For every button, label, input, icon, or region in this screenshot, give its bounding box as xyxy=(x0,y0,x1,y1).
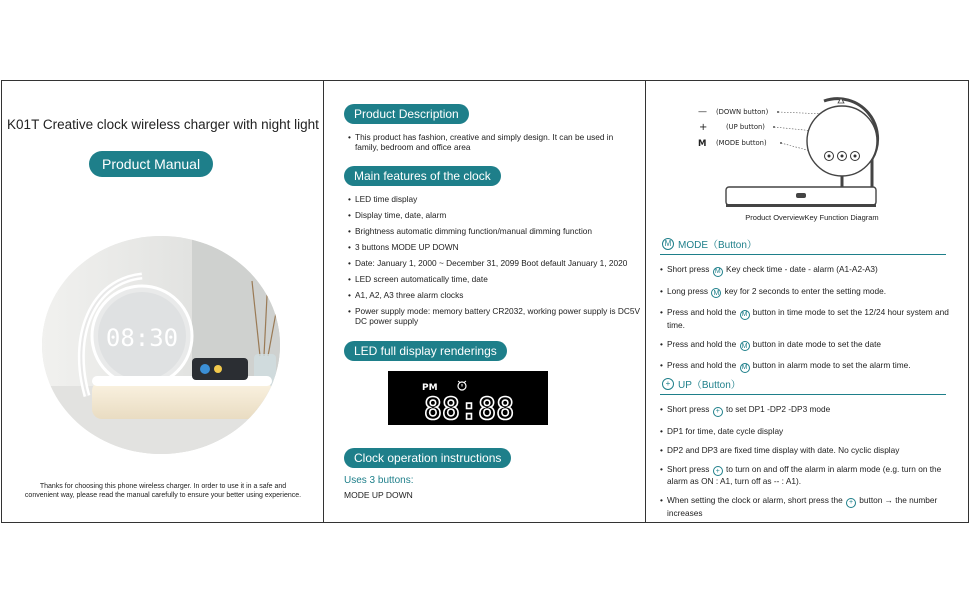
up-instruction: • Short press + to set DP1 -DP2 -DP3 mode xyxy=(660,404,960,417)
feature-item: • Date: January 1, 2000 ~ December 31, 2099 Boot default January 1, 2020 xyxy=(348,258,642,268)
mode-circle-icon: M xyxy=(713,267,723,277)
led-display-rendering xyxy=(388,371,548,425)
feature-item: • LED time display xyxy=(348,194,642,204)
plus-circle-icon: + xyxy=(713,407,723,417)
feature-item: • Display time, date, alarm xyxy=(348,210,642,220)
up-symbol: + xyxy=(699,122,708,133)
feature-item: • A1, A2, A3 three alarm clocks xyxy=(348,290,642,300)
product-title: K01T Creative clock wireless charger with night light xyxy=(7,117,319,132)
mode-symbol: M xyxy=(698,139,707,149)
mode-instructions-list xyxy=(660,264,960,382)
description-text: • This product has fashion, creative and simply design. It can be used in family, bedroom and office area xyxy=(348,132,638,152)
up-instruction: • DP2 and DP3 are fixed time display with date. No cyclic display xyxy=(660,445,960,455)
mode-button-label: (MODE button) xyxy=(716,139,767,147)
photo-clock-time: 08:30 xyxy=(105,324,179,352)
mode-instruction: • Short press M Key check time - date - alarm (A1-A2-A3) xyxy=(660,264,960,277)
key-function-diagram xyxy=(646,81,968,231)
plus-circle-icon: + xyxy=(846,498,856,508)
main-features-heading: Main features of the clock xyxy=(344,166,501,186)
panel-buttons xyxy=(646,81,968,522)
down-button-label: (DOWN button) xyxy=(716,108,769,116)
up-divider xyxy=(660,394,946,395)
up-instruction: • Short press + to turn on and off the alarm in alarm mode (e.g. turn on the alarm as ON : A1, turn off as -- : A1). xyxy=(660,464,960,487)
product-manual-badge: Product Manual xyxy=(89,151,213,177)
product-photo-illustration xyxy=(42,236,280,454)
panel-description xyxy=(324,81,646,522)
up-instruction: • When setting the clock or alarm, short press the + button → the number increases xyxy=(660,495,960,518)
led-display-heading: LED full display renderings xyxy=(344,341,507,361)
feature-item: • Power supply mode: memory battery CR2032, working power supply is DC5V DC power supply xyxy=(348,306,642,326)
mode-instruction: • Press and hold the M button in date mode to set the date xyxy=(660,339,960,352)
product-description-heading: Product Description xyxy=(344,104,469,124)
down-symbol: — xyxy=(698,107,707,117)
display-pm-label: PM xyxy=(422,383,438,393)
panel-cover xyxy=(2,81,324,522)
feature-item: • 3 buttons MODE UP DOWN xyxy=(348,242,642,252)
product-photo xyxy=(42,236,280,454)
mode-instruction: • Long press M key for 2 seconds to enter the setting mode. xyxy=(660,286,960,299)
mode-instruction: • Press and hold the M button in time mode to set the 12/24 hour system and time. xyxy=(660,307,960,330)
display-digits: 88:88 xyxy=(423,392,515,425)
mode-button-heading: M MODE（Button） xyxy=(662,236,757,251)
clock-operation-heading: Clock operation instructions xyxy=(344,448,511,468)
up-button-heading: + UP（Button） xyxy=(662,376,741,391)
mode-circle-icon: M xyxy=(740,363,750,373)
mode-instruction: • Press and hold the M button in alarm mode to set the alarm time. xyxy=(660,360,960,373)
plus-circle-icon: + xyxy=(662,378,674,390)
description-list xyxy=(348,132,638,152)
feature-item: • LED screen automatically time, date xyxy=(348,274,642,284)
mode-circle-icon: M xyxy=(740,310,750,320)
plus-circle-icon: + xyxy=(713,466,723,476)
alarm-clock-icon xyxy=(458,381,466,390)
up-button-label: (UP button) xyxy=(726,123,765,131)
feature-item: • Brightness automatic dimming function/manual dimming function xyxy=(348,226,642,236)
mode-circle-icon: M xyxy=(662,238,674,250)
manual-sheet xyxy=(1,80,969,523)
diagram-caption: Product OverviewKey Function Diagram xyxy=(745,213,879,222)
buttons-list: MODE UP DOWN xyxy=(344,490,413,500)
uses-buttons-label: Uses 3 buttons: xyxy=(344,475,414,486)
thanks-note: Thanks for choosing this phone wireless charger. In order to use it in a safe and convenient way, please read the manual carefully to ensure your better using experience. xyxy=(24,483,302,499)
mode-circle-icon: M xyxy=(711,288,721,298)
features-list xyxy=(348,194,642,332)
up-instructions-list xyxy=(660,404,960,522)
up-instruction: • DP1 for time, date cycle display xyxy=(660,426,960,436)
mode-divider xyxy=(660,254,946,255)
mode-circle-icon: M xyxy=(740,341,750,351)
